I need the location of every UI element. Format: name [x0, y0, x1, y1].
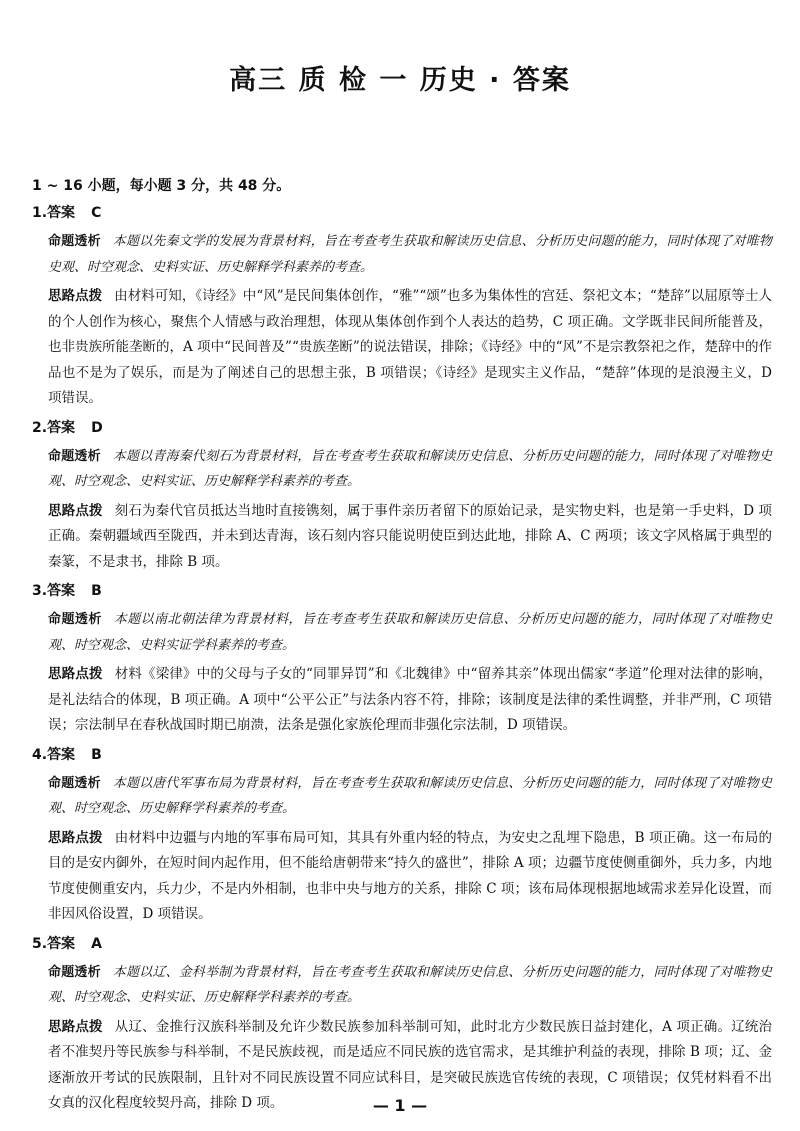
hint-text: 材料《梁律》中的父母与子女的“同罪异罚”和《北魏律》中“留养其亲”体现出儒家“孝道”伦理对法律的影响，是礼法结合的体现，B 项正确。A 项中“公平公正”与法条内容不符，排除；该制度是法律的柔性调整，并非严刑，C 项错误；宗法制早在春秋战国时期已崩溃，法条是强化家族伦理而非强化宗法制，D 项错误。 [48, 666, 773, 733]
analysis-paragraph [48, 607, 772, 658]
question-header [32, 579, 772, 603]
question-header [32, 743, 772, 767]
analysis-text: 本题以先秦文学的发展为背景材料，旨在考查考生获取和解读历史信息、分析历史问题的能力，同时体现了对唯物史观、时空观念、史料实证、历史解释学科素养的考查。 [48, 234, 772, 275]
analysis-text: 本题以南北朝法律为背景材料，旨在考查考生获取和解读历史信息、分析历史问题的能力，同时体现了对唯物史观、时空观念、史料实证学科素养的考查。 [48, 612, 772, 653]
answer-label: 答案 [47, 746, 76, 763]
question-number: 1. [32, 205, 48, 221]
question-block [32, 743, 772, 928]
analysis-text: 本题以辽、金科举制为背景材料，旨在考查考生获取和解读历史信息、分析历史问题的能力，同时体现了对唯物史观、时空观念、史料实证、历史解释学科素养的考查。 [48, 964, 772, 1005]
hint-text: 从辽、金推行汉族科举制及允许少数民族参加科举制可知，此时北方少数民族日益封建化，A 项正确。辽统治者不准契丹等民族参与科举制，不是民族歧视，而是适应不同民族的选官需求，是其维护利益的表现，排除 B 项；辽、金逐渐放开考试的民族限制，且针对不同民族设置不同应试科目，是突破民族选官传统的表现，C 项错误；仅凭材料看不出女真的汉化程度较契丹高，排除 D 项。 [48, 1018, 773, 1111]
analysis-label: 命题透析 [48, 448, 101, 464]
hint-text: 由材料中边疆与内地的军事布局可知，其具有外重内轻的特点，为安史之乱埋下隐患，B 项正确。这一布局的目的是安内御外，在短时间内起作用，但不能给唐朝带来“持久的盛世”，排除 A 项；边疆节度使侧重御外，兵力多，内地节度使侧重安内，兵力少，不是内外相制，也非中央与地方的关系，排除 C 项；该布局体现根据地域需求差异化设置，而非因风俗设置，D 项错误。 [48, 829, 772, 922]
hint-paragraph [48, 284, 772, 412]
hint-label: 思路点拨 [48, 288, 103, 304]
question-block [32, 579, 772, 739]
question-block [32, 416, 772, 576]
answer-label: 答案 [47, 205, 76, 221]
answer-label: 答案 [47, 419, 76, 436]
answer-label: 答案 [47, 583, 76, 599]
answer-choice: B [91, 746, 102, 763]
hint-text: 刻石为秦代官员抵达当地时直接镌刻，属于事件亲历者留下的原始记录，是实物史料，也是第一手史料，D 项正确。秦朝疆域西至陇西，并未到达青海，该石刻内容只能说明使臣到达此地，排除 A、C 两项；该文字风格属于典型的秦篆，不是隶书，排除 B 项。 [48, 502, 773, 570]
page-number: — 1 — [372, 1096, 428, 1115]
question-block [32, 201, 772, 412]
analysis-label: 命题透析 [48, 234, 101, 249]
question-number: 4. [32, 746, 48, 763]
question-block [32, 932, 772, 1117]
answer-choice: D [91, 419, 103, 436]
hint-paragraph [48, 662, 772, 739]
hint-label: 思路点拨 [48, 502, 103, 519]
analysis-label: 命题透析 [48, 612, 102, 627]
answer-choice: B [91, 583, 102, 599]
answer-choice: A [91, 935, 102, 952]
analysis-label: 命题透析 [48, 775, 101, 791]
hint-label: 思路点拨 [48, 829, 103, 846]
hint-paragraph [48, 499, 772, 576]
analysis-paragraph [48, 229, 772, 280]
question-header [32, 201, 772, 225]
hint-label: 思路点拨 [48, 666, 103, 682]
question-header [32, 932, 772, 956]
question-number: 2. [32, 419, 48, 436]
question-number: 3. [32, 583, 48, 599]
question-header [32, 416, 772, 440]
hint-label: 思路点拨 [48, 1018, 103, 1035]
answer-content [32, 175, 772, 1121]
section-intro: 1 ~ 16 小题，每小题 3 分，共 48 分。 [32, 178, 291, 194]
hint-text: 由材料可知，《诗经》中“风”是民间集体创作，“雅”“颂”也多为集体性的宫廷、祭祀文本；“楚辞”以屈原等士人的个人创作为核心，聚焦个人情感与政治理想，体现从集体创作到个人表达的趋势，C 项正确。文学既非民间所能普及，也非贵族所能垄断的，A 项中“民间普及”“贵族垄断”的说法错误，排除；《诗经》中的“风”不是宗教祭祀之作，楚辞中的作品也不是为了娱乐，而是为了阐述自己的思想主张，B 项错误；《诗经》是现实主义作品，“楚辞”体现的是浪漫主义，D 项错误。 [48, 288, 772, 406]
analysis-paragraph [48, 960, 772, 1011]
analysis-paragraph [48, 771, 772, 822]
analysis-text: 本题以青海秦代刻石为背景材料，旨在考查考生获取和解读历史信息、分析历史问题的能力，同时体现了对唯物史观、时空观念、史料实证、历史解释学科素养的考查。 [48, 448, 772, 489]
page-title: 高三 质 检 一 历史 · 答案 [229, 65, 571, 96]
question-number: 5. [32, 935, 48, 952]
answer-choice: C [91, 205, 102, 221]
answer-label: 答案 [47, 935, 76, 952]
analysis-text: 本题以唐代军事布局为背景材料，旨在考查考生获取和解读历史信息、分析历史问题的能力，同时体现了对唯物史观、时空观念、历史解释学科素养的考查。 [48, 775, 772, 816]
analysis-label: 命题透析 [48, 964, 101, 980]
hint-paragraph [48, 826, 772, 928]
analysis-paragraph [48, 444, 772, 495]
